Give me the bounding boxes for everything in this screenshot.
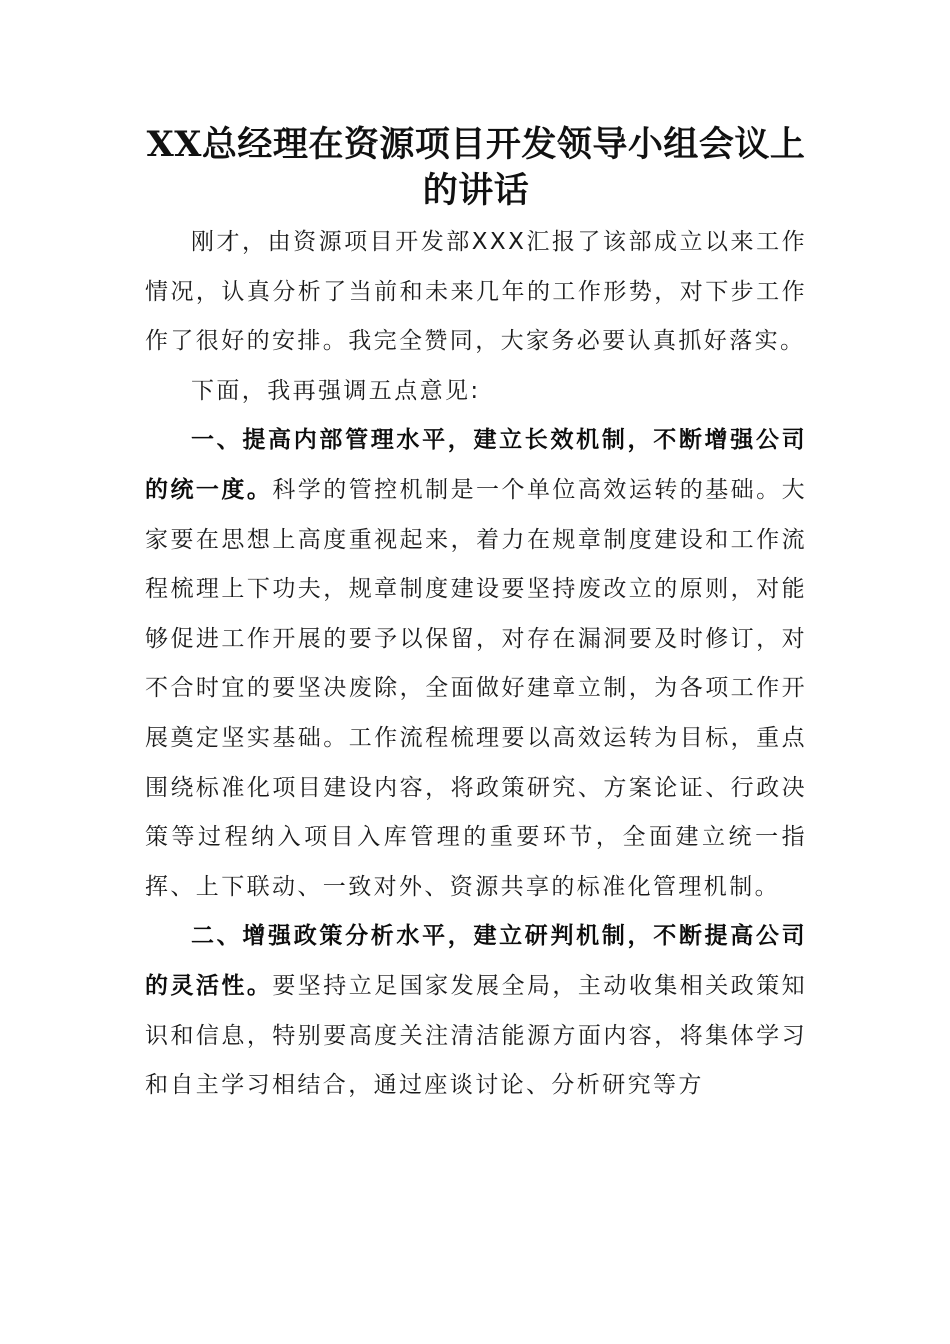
point-heading: 二、增强政策分析水平，建立研判机制，不断提高公司的灵活性。 (145, 923, 807, 999)
paragraph-text: 要坚持立足国家发展全局，主动收集相关政策知识和信息，特别要高度关注清洁能源方面内容，将集体学习和自主学习相结合，通过座谈讨论、分析研究等方 (145, 972, 808, 1099)
document-body (145, 122, 807, 1111)
paragraph-text: 科学的管控机制是一个单位高效运转的基础。大家要在思想上高度重视起来，着力在规章制度建设和工作流程梳理上下功夫，规章制度建设要坚持废改立的原则，对能够促进工作开展的要予以保留，对存在漏洞要及时修订，对不合时宜的要坚决废除，全面做好建章立制，为各项工作开展奠定坚实基础。工作流程梳理要以高效运转为目标，重点围绕标准化项目建设内容，将政策研究、方案论证、行政决策等过程纳入项目入库管理的重要环节，全面建立统一指挥、上下联动、一致对外、资源共享的标准化管理机制。 (145, 476, 808, 900)
paragraph-text: 刚才，由资源项目开发部XXX汇报了该部成立以来工作情况，认真分析了当前和未来几年的工作形势，对下步工作作了很好的安排。我完全赞同，大家务必要认真抓好落实。 (145, 229, 807, 355)
paragraph-point-two (145, 912, 807, 1110)
paragraph-transition (145, 367, 807, 417)
paragraph-intro (145, 218, 807, 367)
paragraph-text: 下面，我再强调五点意见: (191, 377, 481, 404)
point-heading: 一、提高内部管理水平，建立长效机制，不断增强公司的统一度。 (145, 427, 807, 503)
paragraph-point-one (145, 416, 807, 912)
document-title: XX总经理在资源项目开发领导小组会议上的讲话 (146, 124, 806, 211)
